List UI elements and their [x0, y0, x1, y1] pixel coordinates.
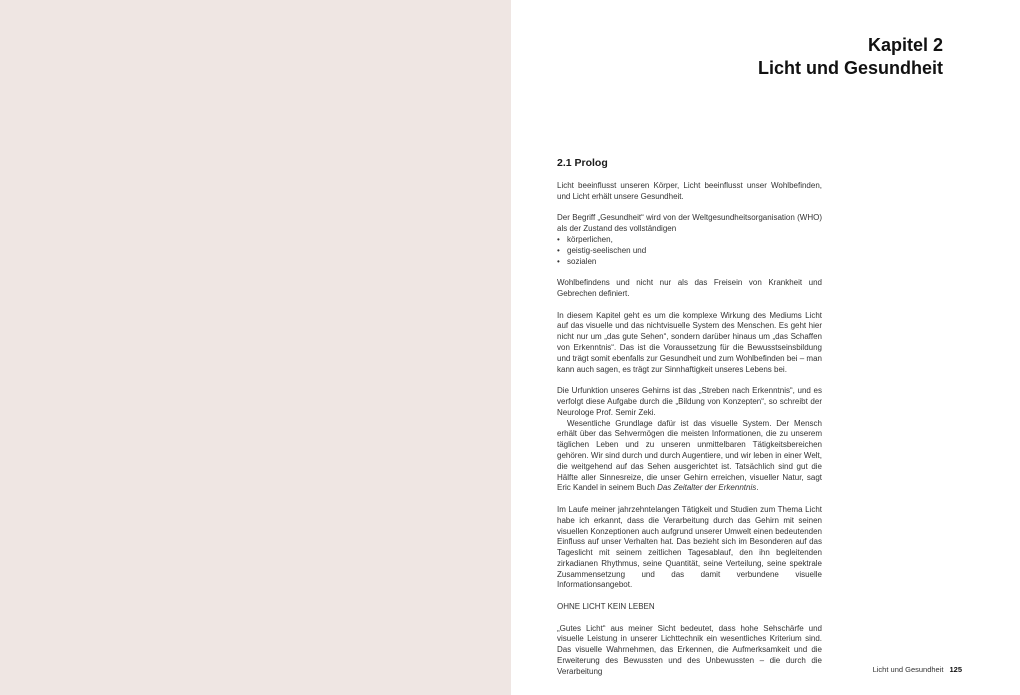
list-item: • körperlichen,	[557, 235, 822, 246]
subheading: OHNE LICHT KEIN LEBEN	[557, 602, 655, 612]
bullet-list	[557, 235, 822, 267]
list-item: • geistig-seelischen und	[557, 246, 822, 257]
paragraph: Die Urfunktion unseres Gehirns ist das „Streben nach Erkenntnis“, und es verfolgt diese Aufgabe durch die „Bildung von Konzepten“, so schreibt der Neurologe Prof. Semir Zeki.	[557, 386, 822, 417]
chapter-number: Kapitel 2	[867, 35, 943, 55]
section-title: 2.1 Prolog	[557, 157, 608, 169]
paragraph: Licht beeinflusst unseren Körper, Licht beeinflusst unser Wohlbefinden, und Licht erhält unsere Gesundheit.	[557, 181, 822, 201]
paragraph: Wohlbefindens und nicht nur als das Freisein von Krankheit und Gebrechen definiert.	[557, 278, 822, 298]
paragraph: „Gutes Licht“ aus meiner Sicht bedeutet, dass hohe Sehschärfe und visuelle Leistung in unserer Lichttechnik ein wesentliches Kriterium sind. Das visuelle Wahrnehmen, das Erkennen, die Aufmerksamkeit und die Erweiterung des Bewussten und des Unbewussten – die durch die Verarbeitung	[557, 623, 822, 676]
paragraph: Der Begriff „Gesundheit“ wird von der Weltgesundheitsorganisation (WHO) als der Zustand des vollständigen	[557, 213, 822, 234]
body-text	[557, 181, 822, 688]
paragraph-end: .	[756, 483, 759, 493]
paragraph-text: Wesentliche Grundlage dafür ist das visuelle System. Der Mensch erhält über das Sehvermögen die meisten Informationen, die zu unserem täglichen Leben und zu unseren unmittelbaren Tätigkeitsbereichen gehören. Wir sind durch und durch Augentiere, und wir leben in einer Welt, die weitgehend auf das Sehen ausgerichtet ist. Tatsächlich sind gut die Hälfte aller Sinnesreize, die unser Gehirn erreichen, visueller Natur, sagt Eric Kandel in seinem Buch	[557, 418, 822, 493]
page-number: 125	[949, 665, 962, 674]
paragraph	[557, 419, 822, 495]
chapter-title: Licht und Gesundheit	[758, 58, 943, 78]
chapter-heading	[758, 34, 943, 80]
paragraph: Im Laufe meiner jahrzehntelangen Tätigkeit und Studien zum Thema Licht habe ich erkannt, dass die Verarbeitung durch das Gehirn mit seinen visuellen Konzeptionen auch aufgrund unserer Umwelt einen bedeutenden Einfluss auf unser Verhalten hat. Das bezieht sich im Besonderen auf das Tageslicht mit seinem zeitlichen Tagesablauf, den ihn begleitenden zirkadianen Rhythmus, seine Quantität, seine Verteilung, seine spektrale Zusammensetzung und das damit verbundene visuelle Informationsangebot.	[557, 504, 822, 590]
running-title: Licht und Gesundheit	[872, 665, 944, 674]
list-item: • sozialen	[557, 257, 822, 268]
book-title: Das Zeitalter der Erkenntnis	[657, 483, 757, 493]
page-footer	[873, 665, 962, 674]
paragraph: In diesem Kapitel geht es um die komplexe Wirkung des Mediums Licht auf das visuelle und das nichtvisuelle System des Menschen. Es geht hier nicht nur um „das gute Sehen“, sondern darüber hinaus um „das Schaffen von Erkenntnis“. Das ist die Voraussetzung für die Bewusstseinsbildung und trägt somit ebenfalls zur Gesundheit und zum Wohlbefinden bei – man kann auch sagen, es trägt zur Sinnhaftigkeit unseres Lebens bei.	[557, 310, 822, 374]
